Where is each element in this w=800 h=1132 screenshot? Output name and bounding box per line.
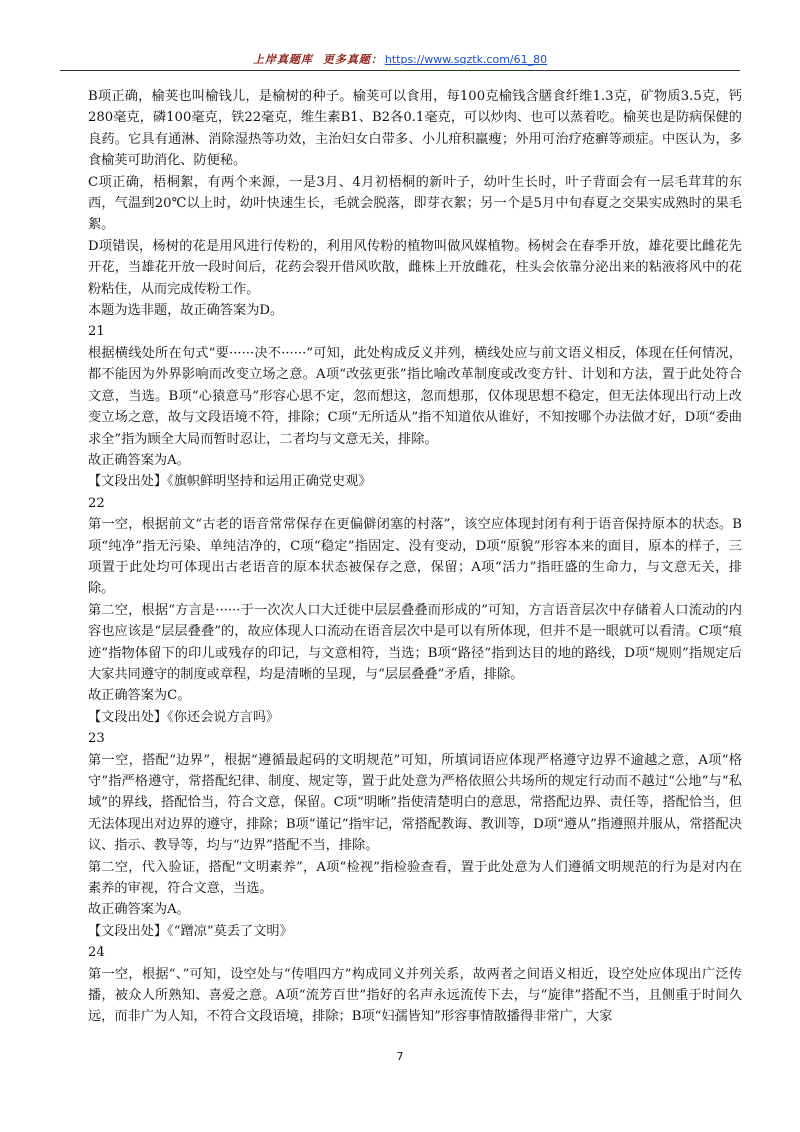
- source-line: 【文段出处】《“蹭凉”莫丢了文明》: [88, 923, 293, 939]
- paragraph: 根据横线处所在句式“要······决不······”可知，此处构成反义并列，横线处应与前文语义相反，体现在任何情况，都不能因为外界影响而改变立场之意。A项“改弦更张”指比喻改革制度或改变方针、计划和方法，置于此处符合文意，当选。B项“心猿意马”形容心思不定，忽而想这，忽而想那，仅体现思想不稳定，但无法体现出行动上改变立场之意，故与文段语境不符，排除；C项“无所适从”指不知道依从谁好，不知按哪个办法做才好，D项“委曲求全”指为顾全大局而暂时忍让，二者均与文意无关，排除。: [88, 345, 742, 447]
- question-number: 24: [88, 945, 105, 961]
- paragraph: D项错误，杨树的花是用风进行传粉的，利用风传粉的植物叫做风媒植物。杨树会在春季开放，雄花要比雌花先开花，当雄花开放一段时间后，花药会裂开借风吹散，雌株上开放雌花，柱头会依靠分泌出来的粘液将风中的花粉粘住，从而完成传粉工作。: [88, 238, 742, 297]
- paragraph: 故正确答案为C。: [88, 688, 191, 704]
- paragraph: C项正确，梧桐絮，有两个来源，一是3月、4月初梧桐的新叶子，幼叶生长时，叶子背面会有一层毛茸茸的东西，气温到20℃以上时，幼叶快速生长，毛就会脱落，即芽衣絮；另一个是5月中旬春夏之交果实成熟时的果毛絮。: [88, 174, 742, 233]
- paragraph: 第一空，搭配“边界”，根据“遵循最起码的文明规范”可知，所填词语应体现严格遵守边界不逾越之意，A项“格守”指严格遵守，常搭配纪律、制度、规定等，置于此处意为严格依照公共场所的规定行动而不越过“公地”与“私域”的界线，搭配恰当，符合文意，保留。C项“明晰”指使清楚明白的意思，常搭配边界、责任等，搭配恰当，但无法体现出对边界的遵守，排除；B项“谨记”指牢记，常搭配教诲、教训等，D项“遵从”指遵照并服从，常搭配决议、指示、教导等，均与“边界”搭配不当，排除。: [88, 752, 742, 854]
- question-number: 21: [88, 324, 105, 340]
- paragraph: 第二空，代入验证，搭配“文明素养”，A项“检视”指检验查看，置于此处意为人们遵循文明规范的行为是对内在素养的审视，符合文意，当选。: [88, 859, 742, 897]
- paragraph: 故正确答案为A。: [88, 452, 190, 468]
- paragraph: 第一空，根据“、”可知，设空处与“传唱四方”构成同义并列关系，故两者之间语义相近，设空处应体现出广泛传播，被众人所熟知、喜爱之意。A项“流芳百世”指好的名声永远流传下去，与“旋律”搭配不当，且侧重于时间久远，而非广为人知，不符合文段语境，排除；B项“妇孺皆知”形容事情散播得非常广，大家: [88, 966, 742, 1025]
- header-brand: 上岸真题库: [252, 53, 313, 66]
- page-number: 7: [396, 1050, 404, 1063]
- header-divider: [60, 70, 740, 71]
- document-body: [88, 86, 742, 1028]
- question-number: 23: [88, 731, 105, 747]
- paragraph: B项正确，榆荚也叫榆钱儿，是榆树的种子。榆荚可以食用，每100克榆钱含膳食纤维1.3克，矿物质3.5克，钙280毫克，磷100毫克，铁22毫克，维生素B1、B2各0.1毫克，可以炒肉、也可以蒸着吃。榆荚也是防病保健的良药。它具有通淋、消除湿热等功效，主治妇女白带多、小儿疳积羸瘦；外用可治疗疮癣等顽症。中医认为，多食榆荚可助消化、防便秘。: [88, 89, 742, 169]
- paragraph: 第一空，根据前文“古老的语音常常保存在更偏僻闭塞的村落”，该空应体现封闭有利于语音保持原本的状态。B项“纯净”指无污染、单纯洁净的，C项“稳定”指固定、没有变动，D项“原貌”形容本来的面目，原本的样子，三项置于此处均可体现出古老语音的原本状态被保存之意，保留；A项“活力”指旺盛的生命力，与文意无关，排除。: [88, 517, 742, 597]
- page-header: [60, 49, 740, 69]
- header-url-link[interactable]: https://www.sqztk.com/61_80: [384, 52, 548, 66]
- paragraph: 本题为选非题，故正确答案为D。: [88, 303, 284, 319]
- question-number: 22: [88, 495, 105, 511]
- source-line: 【文段出处】《你还会说方言吗》: [88, 709, 280, 725]
- paragraph: 第二空，根据“方言是······于一次次人口大迁徙中层层叠叠而形成的”可知，方言语音层次中存储着人口流动的内容也应该是“层层叠叠”的，故应体现人口流动在语音层次中是可以有所体现，但并不是一眼就可以看清。C项“痕迹”指物体留下的印儿或残存的印记，与文意相符，当选；B项“路径”指到达目的地的路线，D项“规则”指规定后大家共同遵守的制度或章程，均是清晰的呈现，与“层层叠叠”矛盾，排除。: [88, 602, 742, 682]
- source-line: 【文段出处】《旗帜鲜明坚持和运用正确党史观》: [88, 474, 372, 490]
- paragraph: 故正确答案为A。: [88, 902, 190, 918]
- header-more-label: 更多真题：: [322, 53, 383, 66]
